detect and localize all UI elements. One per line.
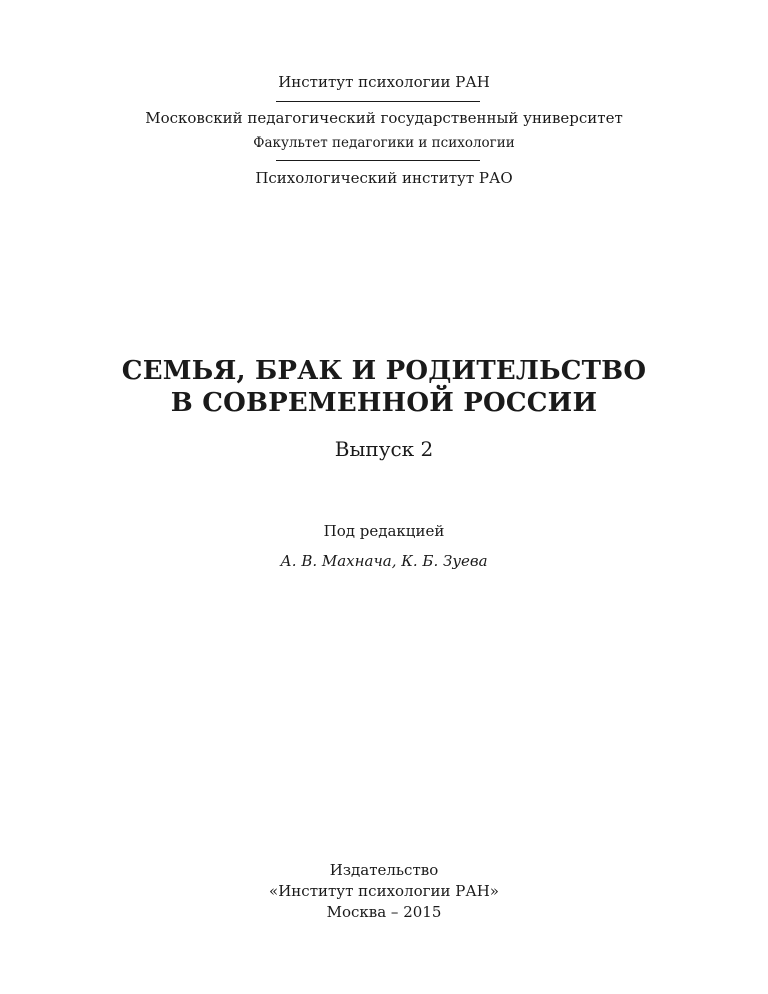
editors-label: Под редакцией bbox=[323, 522, 445, 540]
institute-ran-name: Институт психологии РАН bbox=[278, 73, 490, 91]
publication-place-year: Москва – 2015 bbox=[326, 903, 442, 921]
faculty-name: Факультет педагогики и психологии bbox=[253, 135, 515, 151]
institute-rao-name: Психологический институт РАО bbox=[255, 169, 513, 187]
book-title-line-1: СЕМЬЯ, БРАК И РОДИТЕЛЬСТВО bbox=[121, 356, 647, 386]
issue-number: Выпуск 2 bbox=[334, 437, 434, 461]
book-title-line-2: В СОВРЕМЕННОЙ РОССИИ bbox=[170, 388, 598, 418]
header-divider-top bbox=[276, 101, 480, 102]
publisher-label: Издательство bbox=[329, 861, 439, 879]
header-divider-bottom bbox=[276, 160, 480, 161]
publisher-name: «Институт психологии РАН» bbox=[269, 882, 499, 900]
editors-names: А. В. Махнача, К. Б. Зуева bbox=[280, 552, 488, 570]
university-name: Московский педагогический государственный университет bbox=[145, 109, 623, 127]
